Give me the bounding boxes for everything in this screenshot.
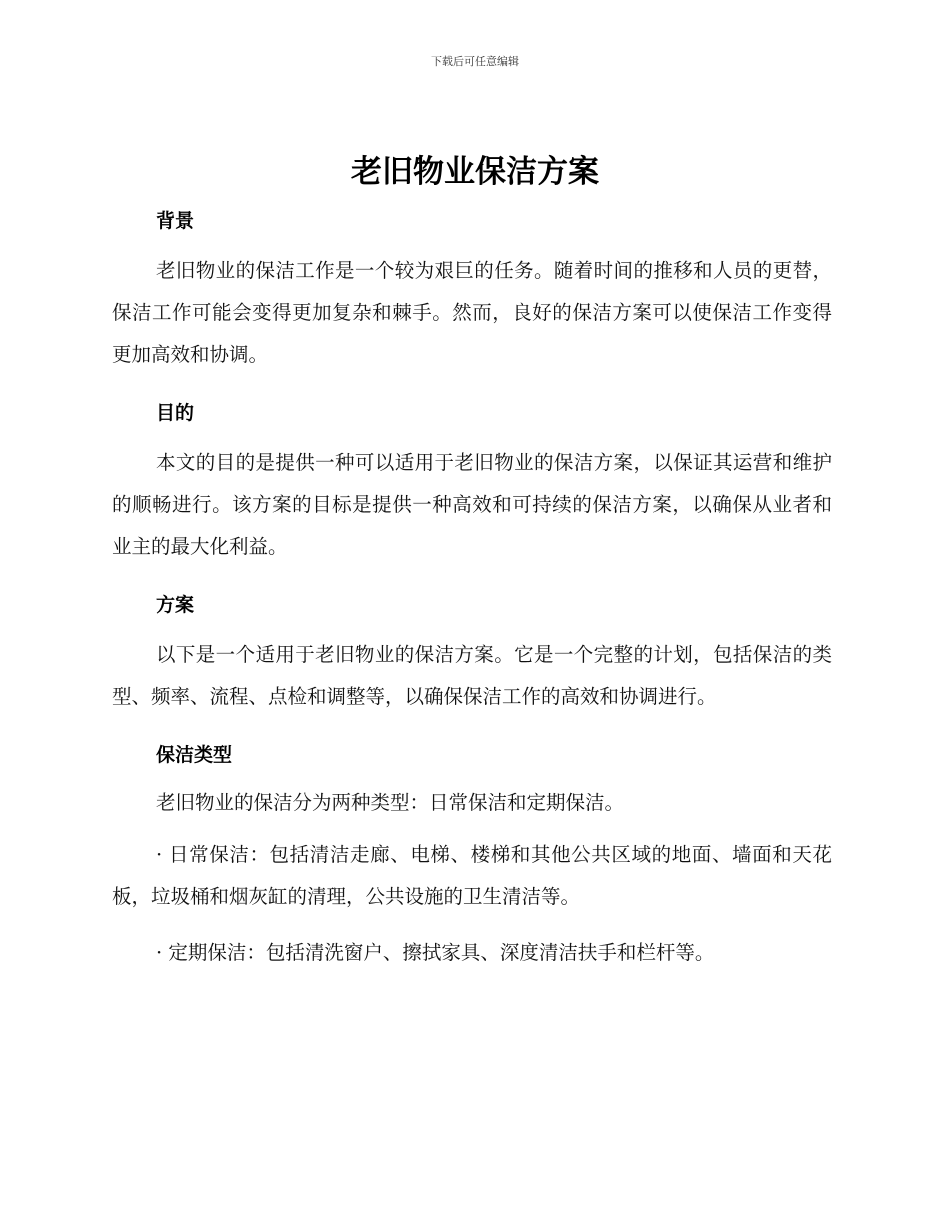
paragraph-purpose: 本文的目的是提供一种可以适用于老旧物业的保洁方案，以保证其运营和维护的顺畅进行。该方案的目标是提供一种高效和可持续的保洁方案，以确保从业者和业主的最大化利益。: [112, 451, 832, 558]
section-heading-cleaning-types: 保洁类型: [156, 744, 233, 766]
paragraph-plan: 以下是一个适用于老旧物业的保洁方案。它是一个完整的计划，包括保洁的类型、频率、流程、点检和调整等，以确保保洁工作的高效和协调进行。: [112, 643, 832, 708]
paragraph-cleaning-types-intro: 老旧物业的保洁分为两种类型：日常保洁和定期保洁。: [156, 791, 625, 814]
section-heading-purpose: 目的: [156, 402, 195, 424]
document-body: [112, 200, 832, 984]
paragraph-background: 老旧物业的保洁工作是一个较为艰巨的任务。随着时间的推移和人员的更替，保洁工作可能会变得更加复杂和棘手。然而，良好的保洁方案可以使保洁工作变得更加高效和协调。: [112, 259, 832, 366]
section-heading-background: 背景: [156, 210, 195, 232]
section-heading-plan: 方案: [156, 594, 195, 616]
document-title: 老旧物业保洁方案: [351, 154, 599, 190]
list-item-daily-cleaning: · 日常保洁：包括清洁走廊、电梯、楼梯和其他公共区域的地面、墙面和天花板，垃圾桶和烟灰缸的清理，公共设施的卫生清洁等。: [112, 843, 832, 908]
page-header-note: 下载后可任意编辑: [431, 55, 519, 68]
list-item-periodic-cleaning: · 定期保洁：包括清洗窗户、擦拭家具、深度清洁扶手和栏杆等。: [156, 941, 715, 964]
